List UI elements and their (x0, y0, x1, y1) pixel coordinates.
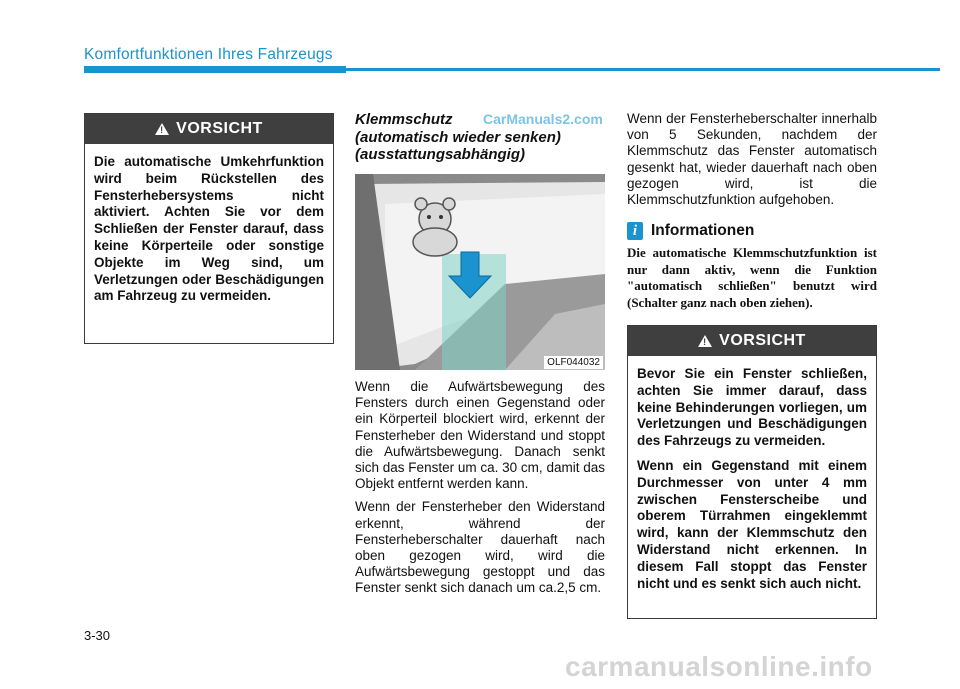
info-header (627, 222, 877, 240)
header-title: Komfortfunktionen Ihres Fahrzeugs (84, 46, 333, 63)
footer-watermark: carmanualsonline.info (565, 651, 873, 682)
right-paragraph: Wenn der Fensterheberschalter innerhalb von 5 Sekunden, nachdem der Klemmschutz das Fenster automatisch gesenkt hat, wieder dauerhaft nach oben gezogen wird, ist die Klemmschutzfunktion aufgehoben. (627, 111, 877, 208)
section-paragraph-2: Wenn der Fensterheber den Widerstand erkennt, während der Fensterheberschalter dauerhaft nach oben gezogen wird, wird die Aufwärtsbewegung gestoppt und das Fenster senkt sich danach um ca.2,5 cm. (355, 499, 605, 596)
caution-text-2: Wenn ein Gegenstand mit einem Durchmesser von unter 4 mm zwischen Fensterscheibe und oberem Türrahmen eingeklemmt wird, kann der Klemmschutz den Widerstand nicht erkennen. In diesem Fall stoppt das Fenster nicht und es senkt sich auch nicht. (637, 457, 867, 591)
figure-code: OLF044032 (544, 356, 603, 369)
section-title-1: Klemmschutz (355, 111, 453, 128)
caution-header (628, 326, 876, 356)
caution-text-1: Bevor Sie ein Fenster schließen, achten Sie immer darauf, dass keine Behinderungen vorliegen, um Verletzungen und Beschädigungen des Fahrzeugs zu vermeiden. (637, 366, 867, 449)
watermark-text: CarManuals2.com (483, 111, 603, 127)
info-icon: i (627, 222, 643, 240)
info-text: Die automatische Klemmschutzfunktion ist nur dann aktiv, wenn die Funktion "automatisch schließen" benutzt wird (Schalter ganz nach oben ziehen). (627, 245, 877, 310)
caution-body (628, 356, 876, 601)
warning-triangle-icon: ! (155, 123, 169, 135)
section-title-2: (automatisch wieder senken) (355, 128, 561, 146)
right-column (627, 111, 877, 311)
caution-label: VORSICHT (719, 332, 806, 349)
section-paragraph-1: Wenn die Aufwärtsbewegung des Fensters durch einen Gegenstand oder ein Körperteil blockiert wird, erkennt der Fensterheber den Widerstand und stoppt die Aufwärtsbewegung. Danach senkt sich das Fenster um ca. 30 cm, damit das Objekt entfernt werden kann. (355, 379, 605, 492)
window-illustration-svg (355, 174, 605, 370)
caution-text: Die automatische Umkehrfunktion wird beim Rückstellen des Fensterhebersystems nicht aktiviert. Achten Sie vor dem Schließen der Fenster darauf, dass keine Körperteile oder sonstige Objekte im Weg sind, um Verletzungen oder Beschädigungen am Fahrzeug zu vermeiden. (94, 154, 324, 304)
warning-triangle-icon: ! (698, 335, 712, 347)
caution-header (85, 114, 333, 144)
page-number: 3-30 (84, 628, 111, 643)
info-title: Informationen (651, 222, 755, 240)
caution-label: VORSICHT (176, 120, 263, 137)
caution-box-right (627, 325, 877, 619)
window-illustration (355, 174, 605, 370)
caution-box-left (84, 113, 334, 344)
section-body (355, 379, 605, 604)
caution-body (85, 144, 333, 314)
header-rule (84, 68, 940, 71)
section-title-3: (ausstattungsabhängig) (355, 146, 526, 163)
